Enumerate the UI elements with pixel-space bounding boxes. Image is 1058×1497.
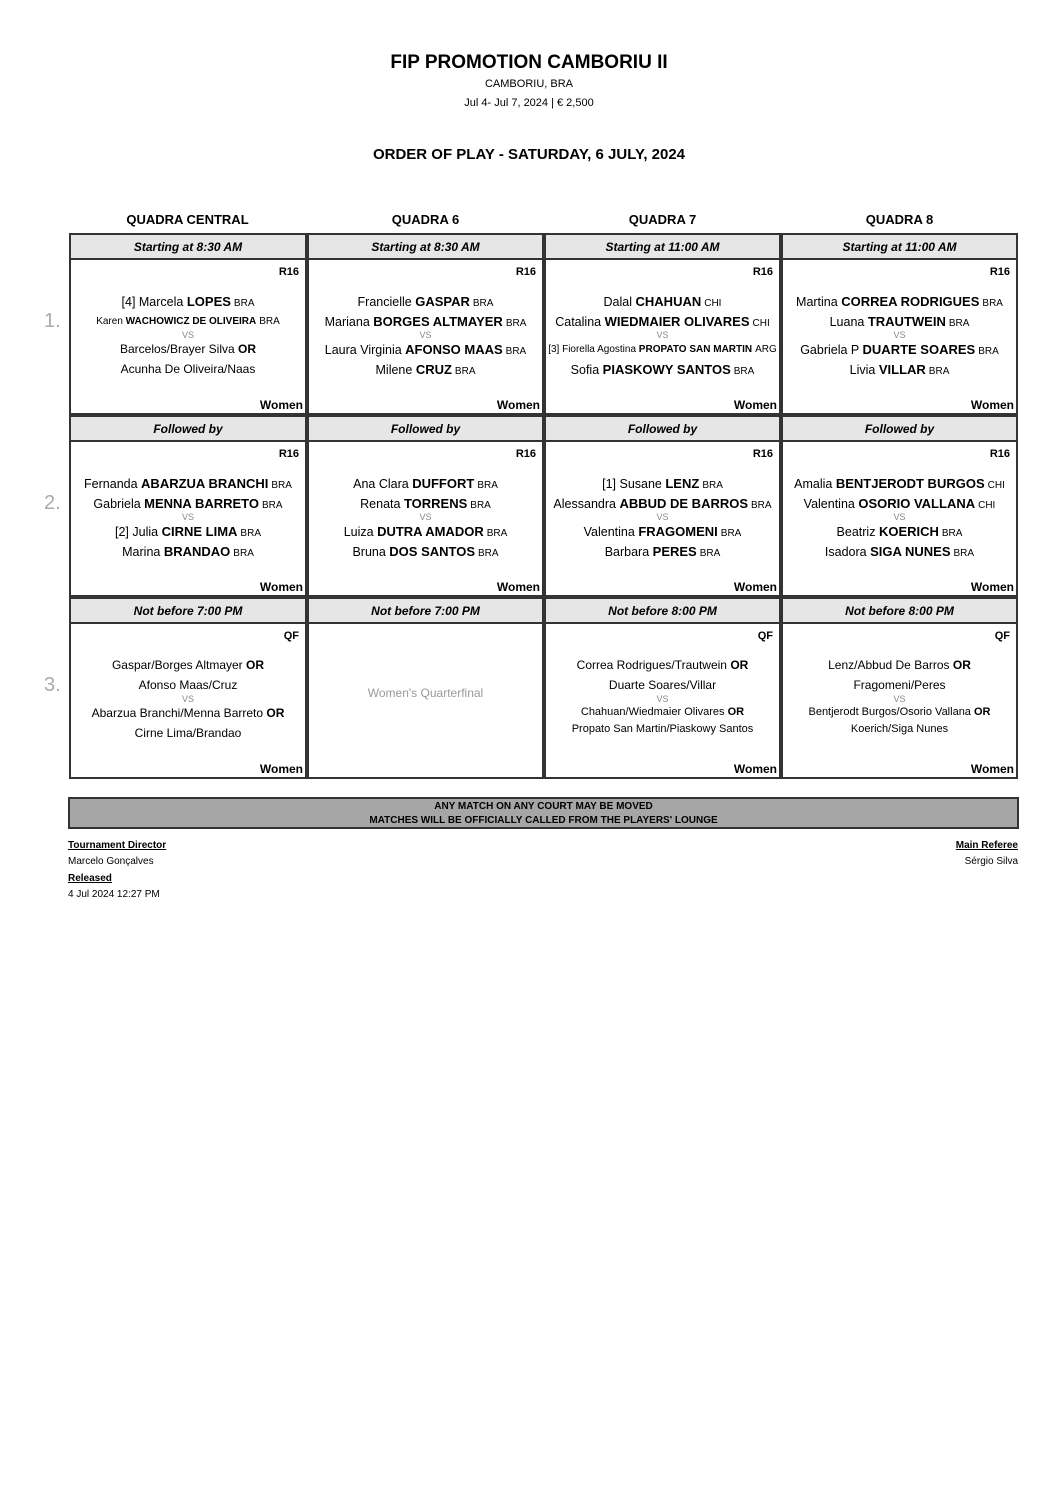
player-first-name: Alessandra xyxy=(553,496,616,511)
player-country: BRA xyxy=(472,298,494,309)
player-last-name: GASPAR xyxy=(415,294,470,309)
or-label: OR xyxy=(730,658,749,672)
player-line xyxy=(783,474,1016,494)
player-first-name: Barbara xyxy=(604,544,650,559)
player-line xyxy=(546,474,779,494)
team-line xyxy=(71,340,305,360)
team-names: Fragomeni/Peres xyxy=(853,677,946,692)
category-label: Women xyxy=(496,580,540,594)
player-last-name: VILLAR xyxy=(878,361,926,377)
player-line xyxy=(546,522,779,542)
round-label: R16 xyxy=(752,266,773,278)
player-country: BRA xyxy=(505,346,527,357)
player-last-name: LOPES xyxy=(186,294,231,309)
time-band: Starting at 11:00 AM xyxy=(781,233,1018,260)
match-cell xyxy=(69,624,307,779)
match-cell xyxy=(781,260,1018,415)
vs-label: VS xyxy=(181,330,194,340)
tournament-location: CAMBORIU, BRA xyxy=(484,78,573,90)
vs-label: VS xyxy=(419,512,432,522)
time-band: Starting at 8:30 AM xyxy=(307,233,544,260)
player-country: BRA xyxy=(454,365,476,377)
match-cell xyxy=(69,442,307,597)
player-country: BRA xyxy=(733,365,755,377)
or-label: OR xyxy=(974,706,991,718)
or-label: OR xyxy=(266,706,285,720)
player-country: CHI xyxy=(978,499,996,511)
court-header: QUADRA CENTRAL xyxy=(126,212,249,227)
court-header: QUADRA 7 xyxy=(628,212,697,227)
player-country: BRA xyxy=(751,499,772,511)
round-label: R16 xyxy=(278,266,299,278)
notice-banner xyxy=(68,797,1019,829)
round-label: R16 xyxy=(989,448,1010,460)
team-names: Correa Rodrigues/Trautwein xyxy=(576,658,727,672)
vs-label: VS xyxy=(893,694,906,704)
player-line xyxy=(71,474,305,494)
player-country: BRA xyxy=(233,298,255,309)
player-last-name: TRAUTWEIN xyxy=(867,313,946,329)
category-label: Women xyxy=(496,398,540,412)
player-last-name: DUARTE SOARES xyxy=(862,342,976,357)
team-line xyxy=(71,724,305,744)
player-country: BRA xyxy=(478,547,499,559)
player-first-name: [2] Julia xyxy=(115,525,159,539)
or-label: OR xyxy=(952,658,971,672)
team-names: Koerich/Siga Nunes xyxy=(850,723,949,735)
player-last-name: MENNA BARRETO xyxy=(144,495,259,511)
player-country: CHI xyxy=(752,317,770,329)
player-first-name: Karen xyxy=(96,315,123,327)
match-cell xyxy=(69,260,307,415)
player-last-name: WACHOWICZ DE OLIVEIRA xyxy=(125,315,257,327)
category-label: Women xyxy=(733,580,777,594)
player-first-name: Amalia xyxy=(794,477,833,491)
player-country: BRA xyxy=(240,528,261,539)
player-first-name: Laura Virginia xyxy=(324,343,402,357)
team-line xyxy=(783,704,1016,721)
or-label: OR xyxy=(238,342,257,356)
player-country: BRA xyxy=(953,547,975,559)
time-band: Starting at 11:00 AM xyxy=(544,233,781,260)
match-cell xyxy=(544,624,781,779)
player-first-name: [3] Fiorella Agostina xyxy=(548,344,637,355)
player-first-name: Francielle xyxy=(357,295,412,309)
player-line xyxy=(71,292,305,312)
player-first-name: Catalina xyxy=(555,314,602,329)
player-first-name: [1] Susane xyxy=(602,477,662,491)
player-last-name: DOS SANTOS xyxy=(389,543,475,559)
player-first-name: Milene xyxy=(375,362,413,377)
player-country: BRA xyxy=(477,480,498,491)
player-last-name: PERES xyxy=(652,543,697,559)
or-label: OR xyxy=(246,658,265,672)
team-line xyxy=(546,721,779,738)
match-lines xyxy=(783,292,1016,379)
category-label: Women xyxy=(259,762,303,776)
player-last-name: CHAHUAN xyxy=(635,294,702,309)
player-line xyxy=(309,312,542,332)
player-line xyxy=(546,494,779,514)
referee-label: Main Referee xyxy=(955,840,1018,851)
match-lines xyxy=(309,474,542,561)
match-lines xyxy=(71,292,305,379)
player-first-name: Ana Clara xyxy=(353,477,409,491)
round-label: QF xyxy=(757,630,773,642)
team-names: Afonso Maas/Cruz xyxy=(138,677,238,692)
player-last-name: ABARZUA BRANCHI xyxy=(141,476,269,491)
match-cell xyxy=(307,260,544,415)
team-names: Acunha De Oliveira/Naas xyxy=(120,361,256,376)
court-header: QUADRA 8 xyxy=(865,212,934,227)
match-lines xyxy=(546,656,779,738)
team-line xyxy=(783,721,1016,738)
time-band: Followed by xyxy=(69,415,307,442)
or-label: OR xyxy=(727,706,745,718)
team-line xyxy=(71,360,305,380)
match-lines xyxy=(309,292,542,379)
match-cell xyxy=(544,260,781,415)
match-lines xyxy=(71,656,305,743)
player-last-name: PIASKOWY SANTOS xyxy=(602,361,731,377)
order-of-play-heading: ORDER OF PLAY - SATURDAY, 6 JULY, 2024 xyxy=(372,146,686,163)
player-line xyxy=(783,312,1016,332)
team-names: Bentjerodt Burgos/Osorio Vallana xyxy=(808,706,971,718)
vs-label: VS xyxy=(181,512,194,522)
court-header: QUADRA 6 xyxy=(391,212,460,227)
player-line xyxy=(546,360,779,380)
vs-label: VS xyxy=(656,694,669,704)
player-line xyxy=(783,494,1016,514)
player-last-name: BORGES ALTMAYER xyxy=(373,313,503,329)
match-note: Women's Quarterfinal xyxy=(367,686,484,700)
released-label: Released xyxy=(68,873,112,884)
category-label: Women xyxy=(970,398,1014,412)
vs-label: VS xyxy=(419,330,432,340)
team-line xyxy=(71,676,305,696)
player-country: BRA xyxy=(982,298,1003,309)
time-band: Starting at 8:30 AM xyxy=(69,233,307,260)
match-lines xyxy=(71,474,305,561)
team-line xyxy=(71,704,305,724)
player-country: BRA xyxy=(702,480,723,491)
round-label: QF xyxy=(994,630,1010,642)
player-first-name: [4] Marcela xyxy=(121,295,184,309)
round-label: R16 xyxy=(752,448,773,460)
tournament-title: FIP PROMOTION CAMBORIU II xyxy=(390,52,668,73)
player-country: BRA xyxy=(271,480,292,491)
player-country: BRA xyxy=(505,317,527,329)
player-last-name: DUFFORT xyxy=(412,476,475,491)
match-lines xyxy=(546,292,779,379)
team-line xyxy=(546,704,779,721)
player-country: BRA xyxy=(978,346,999,357)
vs-label: VS xyxy=(656,512,669,522)
match-lines xyxy=(783,656,1016,738)
category-label: Women xyxy=(970,762,1014,776)
player-line xyxy=(783,292,1016,312)
player-country: BRA xyxy=(470,499,491,511)
player-country: BRA xyxy=(948,317,970,329)
vs-label: VS xyxy=(893,330,906,340)
match-lines xyxy=(783,474,1016,561)
player-last-name: LENZ xyxy=(665,476,700,491)
team-line xyxy=(546,676,779,696)
match-cell xyxy=(544,442,781,597)
player-first-name: Sofia xyxy=(570,362,600,377)
player-first-name: Beatriz xyxy=(836,525,876,539)
player-first-name: Fernanda xyxy=(84,477,138,491)
match-cell xyxy=(781,442,1018,597)
player-last-name: TORRENS xyxy=(403,495,468,511)
player-line xyxy=(309,340,542,360)
referee-name: Sérgio Silva xyxy=(964,856,1018,867)
time-band: Not before 7:00 PM xyxy=(307,597,544,624)
team-names: Cirne Lima/Brandao xyxy=(134,725,242,740)
player-line xyxy=(71,312,305,332)
player-first-name: Renata xyxy=(360,496,401,511)
vs-label: VS xyxy=(181,694,194,704)
player-last-name: DUTRA AMADOR xyxy=(377,524,484,539)
round-label: R16 xyxy=(515,448,536,460)
category-label: Women xyxy=(733,762,777,776)
team-names: Gaspar/Borges Altmayer xyxy=(111,658,243,672)
player-line xyxy=(309,522,542,542)
player-line xyxy=(71,522,305,542)
player-country: CHI xyxy=(704,298,722,309)
team-names: Propato San Martin/Piaskowy Santos xyxy=(571,723,754,735)
team-names: Lenz/Abbud De Barros xyxy=(828,658,950,672)
player-country: BRA xyxy=(262,499,283,511)
match-cell xyxy=(307,624,544,779)
player-line xyxy=(783,522,1016,542)
player-first-name: Marina xyxy=(122,544,161,559)
team-names: Duarte Soares/Villar xyxy=(608,677,717,692)
round-label: R16 xyxy=(278,448,299,460)
category-label: Women xyxy=(733,398,777,412)
player-last-name: AFONSO MAAS xyxy=(405,342,503,357)
player-country: BRA xyxy=(720,528,742,539)
time-band: Not before 8:00 PM xyxy=(544,597,781,624)
team-line xyxy=(783,656,1016,676)
player-first-name: Gabriela xyxy=(93,496,141,511)
time-band: Not before 7:00 PM xyxy=(69,597,307,624)
player-line xyxy=(71,494,305,514)
player-line xyxy=(546,340,779,360)
team-names: Abarzua Branchi/Menna Barreto xyxy=(91,706,264,720)
player-line xyxy=(546,542,779,562)
match-cell xyxy=(307,442,544,597)
player-first-name: Livia xyxy=(849,362,876,377)
player-last-name: PROPATO SAN MARTIN xyxy=(638,344,753,355)
category-label: Women xyxy=(259,580,303,594)
player-first-name: Luana xyxy=(829,314,865,329)
player-line xyxy=(309,360,542,380)
player-country: BRA xyxy=(699,547,721,559)
team-line xyxy=(546,656,779,676)
time-band: Followed by xyxy=(307,415,544,442)
player-line xyxy=(783,542,1016,562)
player-last-name: BRANDAO xyxy=(163,543,231,559)
player-last-name: CIRNE LIMA xyxy=(161,524,238,539)
row-number: 3. xyxy=(44,674,61,696)
player-line xyxy=(71,542,305,562)
tournament-dates: Jul 4- Jul 7, 2024 | € 2,500 xyxy=(464,97,594,109)
player-last-name: CORREA RODRIGUES xyxy=(841,294,980,309)
player-last-name: FRAGOMENI xyxy=(638,524,718,539)
row-number: 1. xyxy=(44,310,61,332)
director-name: Marcelo Gonçalves xyxy=(68,856,154,867)
time-band: Followed by xyxy=(781,415,1018,442)
match-cell xyxy=(781,624,1018,779)
row-number: 2. xyxy=(44,492,61,514)
player-country: BRA xyxy=(233,547,254,559)
player-last-name: CRUZ xyxy=(415,361,452,377)
category-label: Women xyxy=(259,398,303,412)
vs-label: VS xyxy=(893,512,906,522)
player-first-name: Martina xyxy=(796,295,838,309)
player-first-name: Luiza xyxy=(343,525,374,539)
notice-line: ANY MATCH ON ANY COURT MAY BE MOVED xyxy=(434,801,653,812)
time-band: Not before 8:00 PM xyxy=(781,597,1018,624)
round-label: R16 xyxy=(989,266,1010,278)
player-first-name: Isadora xyxy=(824,544,867,559)
team-names: Chahuan/Wiedmaier Olivares xyxy=(580,706,725,718)
player-line xyxy=(546,312,779,332)
released-time: 4 Jul 2024 12:27 PM xyxy=(68,889,160,900)
player-last-name: ABBUD DE BARROS xyxy=(619,495,749,511)
player-last-name: SIGA NUNES xyxy=(870,543,951,559)
player-first-name: Valentina xyxy=(583,525,635,539)
player-country: BRA xyxy=(486,528,508,539)
time-band: Followed by xyxy=(544,415,781,442)
player-first-name: Dalal xyxy=(603,295,633,309)
notice-line: MATCHES WILL BE OFFICIALLY CALLED FROM THE PLAYERS' LOUNGE xyxy=(369,815,718,826)
player-country: BRA xyxy=(941,528,963,539)
player-last-name: BENTJERODT BURGOS xyxy=(835,476,985,491)
player-line xyxy=(783,360,1016,380)
player-country: ARG xyxy=(755,344,777,355)
player-line xyxy=(309,542,542,562)
player-country: CHI xyxy=(987,480,1005,491)
player-last-name: OSORIO VALLANA xyxy=(858,495,976,511)
player-line xyxy=(309,292,542,312)
team-line xyxy=(783,676,1016,696)
player-last-name: WIEDMAIER OLIVARES xyxy=(604,313,750,329)
match-lines xyxy=(546,474,779,561)
team-names: Barcelos/Brayer Silva xyxy=(119,342,235,356)
player-first-name: Valentina xyxy=(803,496,855,511)
player-country: BRA xyxy=(928,365,950,377)
player-line xyxy=(309,494,542,514)
player-country: BRA xyxy=(259,315,280,327)
player-line xyxy=(309,474,542,494)
category-label: Women xyxy=(970,580,1014,594)
player-line xyxy=(546,292,779,312)
player-first-name: Bruna xyxy=(352,544,386,559)
player-first-name: Gabriela P xyxy=(800,343,860,357)
round-label: R16 xyxy=(515,266,536,278)
team-line xyxy=(71,656,305,676)
player-line xyxy=(783,340,1016,360)
round-label: QF xyxy=(283,630,299,642)
director-label: Tournament Director xyxy=(68,840,167,851)
player-first-name: Mariana xyxy=(324,314,370,329)
player-last-name: KOERICH xyxy=(878,524,939,539)
vs-label: VS xyxy=(656,330,669,340)
